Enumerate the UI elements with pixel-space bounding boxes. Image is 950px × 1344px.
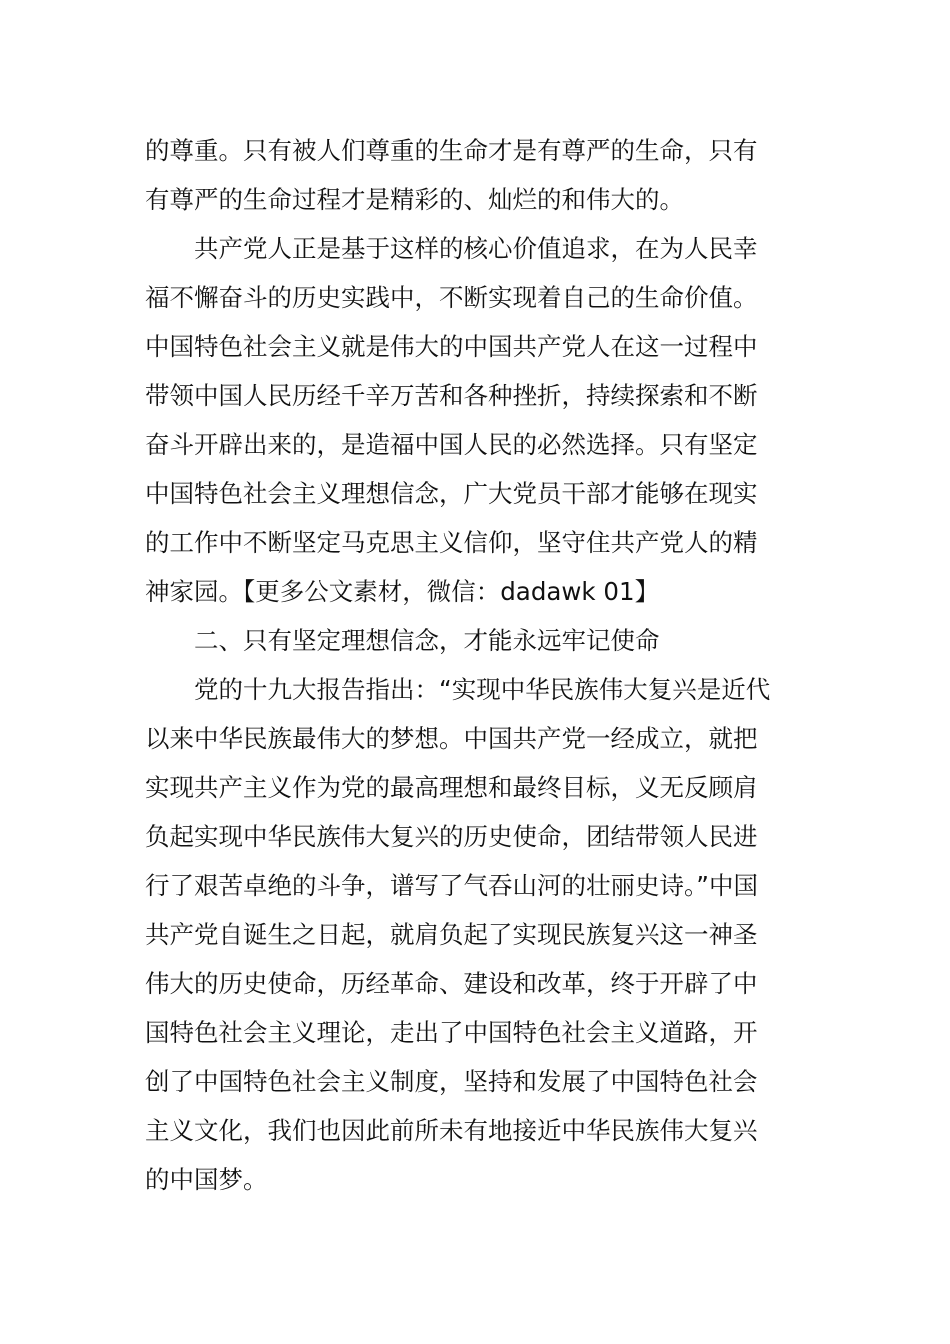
text-line: 实现共产主义作为党的最高理想和最终目标，义无反顾肩 (145, 773, 758, 802)
paragraph-first-line: 党的十九大报告指出：“实现中华民族伟大复兴是近代 (194, 675, 771, 704)
text-line: 主义文化，我们也因此前所未有地接近中华民族伟大复兴 (145, 1116, 758, 1145)
text-line: 的工作中不断坚定马克思主义信仰，坚守住共产党人的精 (145, 528, 758, 557)
text-line: 创了中国特色社会主义制度，坚持和发展了中国特色社会 (145, 1067, 758, 1096)
text-line: 中国特色社会主义就是伟大的中国共产党人在这一过程中 (145, 332, 758, 361)
document-body (145, 126, 810, 1204)
text-line: 的尊重。只有被人们尊重的生命才是有尊严的生命，只有 (145, 136, 758, 165)
text-line: 中国特色社会主义理想信念，广大党员干部才能够在现实 (145, 479, 758, 508)
paragraph-first-line: 共产党人正是基于这样的核心价值追求，在为人民幸 (194, 234, 758, 263)
text-line: 国特色社会主义理论，走出了中国特色社会主义道路，开 (145, 1018, 758, 1047)
text-line: 福不懈奋斗的历史实践中，不断实现着自己的生命价值。 (145, 283, 758, 312)
text-line: 负起实现中华民族伟大复兴的历史使命，团结带领人民进 (145, 822, 758, 851)
text-line: 有尊严的生命过程才是精彩的、灿烂的和伟大的。 (145, 185, 684, 214)
text-line: 以来中华民族最伟大的梦想。中国共产党一经成立，就把 (145, 724, 758, 753)
text-line: 伟大的历史使命，历经革命、建设和改革，终于开辟了中 (145, 969, 758, 998)
section-heading: 二、只有坚定理想信念，才能永远牢记使命 (194, 626, 660, 655)
text-line: 奋斗开辟出来的，是造福中国人民的必然选择。只有坚定 (145, 430, 758, 459)
text-line: 行了艰苦卓绝的斗争，谱写了气吞山河的壮丽史诗。”中国 (145, 871, 758, 900)
text-line: 带领中国人民历经千辛万苦和各种挫折，持续探索和不断 (145, 381, 758, 410)
text-line: 神家园。【更多公文素材，微信：dadawk 01】 (145, 577, 660, 606)
text-line: 的中国梦。 (145, 1165, 268, 1194)
text-line: 共产党自诞生之日起，就肩负起了实现民族复兴这一神圣 (145, 920, 758, 949)
